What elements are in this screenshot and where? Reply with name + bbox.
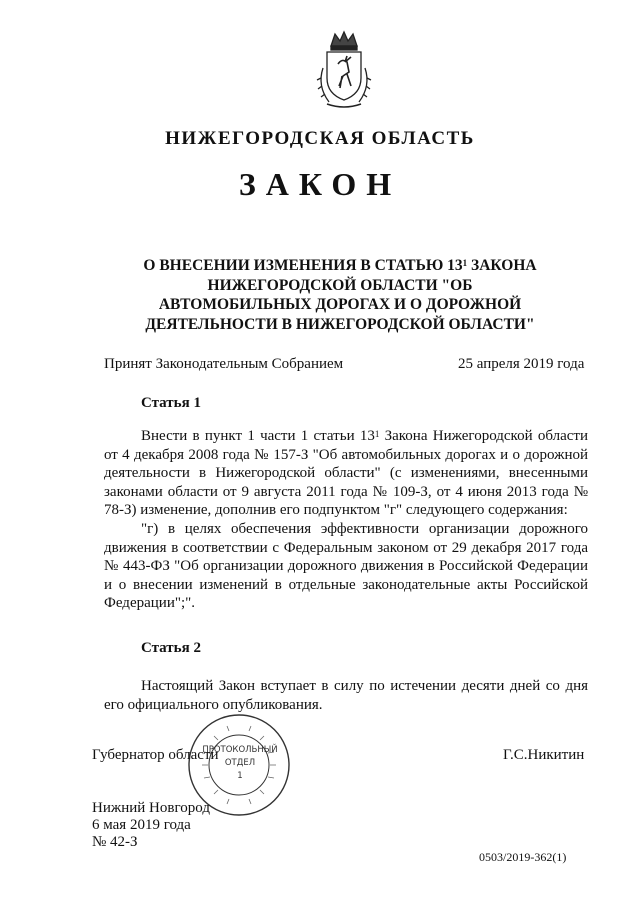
article-2-body (104, 677, 588, 714)
article-1-body (104, 427, 588, 613)
stamp-line-3: 1 (237, 771, 243, 781)
signatory-name: Г.С.Никитин (503, 747, 585, 763)
article-2-paragraph-1: Настоящий Закон вступает в силу по истечении десяти дней со дня его официального опубликования. (104, 678, 588, 713)
article-1-heading: Статья 1 (141, 395, 201, 411)
article-1-p1-post: Закона Нижегородской области от 4 декабря 2008 года № 157-З "Об автомобильных дорогах и о дорожной деятельности в Нижегородской области" (с изменениями, внесенными законами области от 9 августа 2011 года № 109-З, от 4 июня 2013 года № 78-З) изменение, дополнив его подпунктом "г" следующего содержания: (104, 428, 588, 519)
signatory-position: Губернатор области (92, 747, 219, 763)
article-1-paragraph-2: "г) в целях обеспечения эффективности организации дорожного движения в соответствии с Федеральным законом от 29 декабря 2017 года № 443-ФЗ "Об организации дорожного движения в Российской Федерации и о внесении изменений в отдельные законодательные акты Российской Федерации";". (104, 520, 588, 612)
region-heading: НИЖЕГОРОДСКАЯ ОБЛАСТЬ (165, 128, 475, 149)
article-1-paragraph-1 (104, 427, 588, 520)
coat-of-arms-emblem-icon (309, 28, 379, 110)
article-2-heading: Статья 2 (141, 640, 201, 656)
article-1-p1-pre: Внести в пункт 1 части 1 статьи 13 (141, 428, 375, 444)
adoption-text: Принят Законодательным Собранием (104, 356, 344, 372)
law-title-sup: 1 (462, 258, 468, 268)
document-registration-id: 0503/2019-362(1) (479, 850, 567, 864)
stamp-line-1: ПРОТОКОЛЬНЫЙ (202, 745, 278, 755)
signing-city: Нижний Новгород (92, 800, 210, 816)
signing-place-block (92, 800, 210, 851)
document-type-heading: ЗАКОН (238, 166, 402, 202)
law-number: № 42-З (92, 834, 138, 850)
law-title (130, 256, 550, 334)
signing-date: 6 мая 2019 года (92, 817, 191, 833)
law-title-pre: О ВНЕСЕНИИ ИЗМЕНЕНИЯ В СТАТЬЮ 13 (143, 257, 463, 274)
adoption-date: 25 апреля 2019 года (458, 356, 585, 372)
article-1-p1-sup: 1 (374, 429, 380, 439)
law-title-post: ЗАКОНА НИЖЕГОРОДСКОЙ ОБЛАСТИ "ОБ АВТОМОБИЛЬНЫХ ДОРОГАХ И О ДОРОЖНОЙ ДЕЯТЕЛЬНОСТИ В НИЖЕГОРОДСКОЙ ОБЛАСТИ" (145, 257, 537, 333)
stamp-line-2: ОТДЕЛ (224, 758, 256, 768)
